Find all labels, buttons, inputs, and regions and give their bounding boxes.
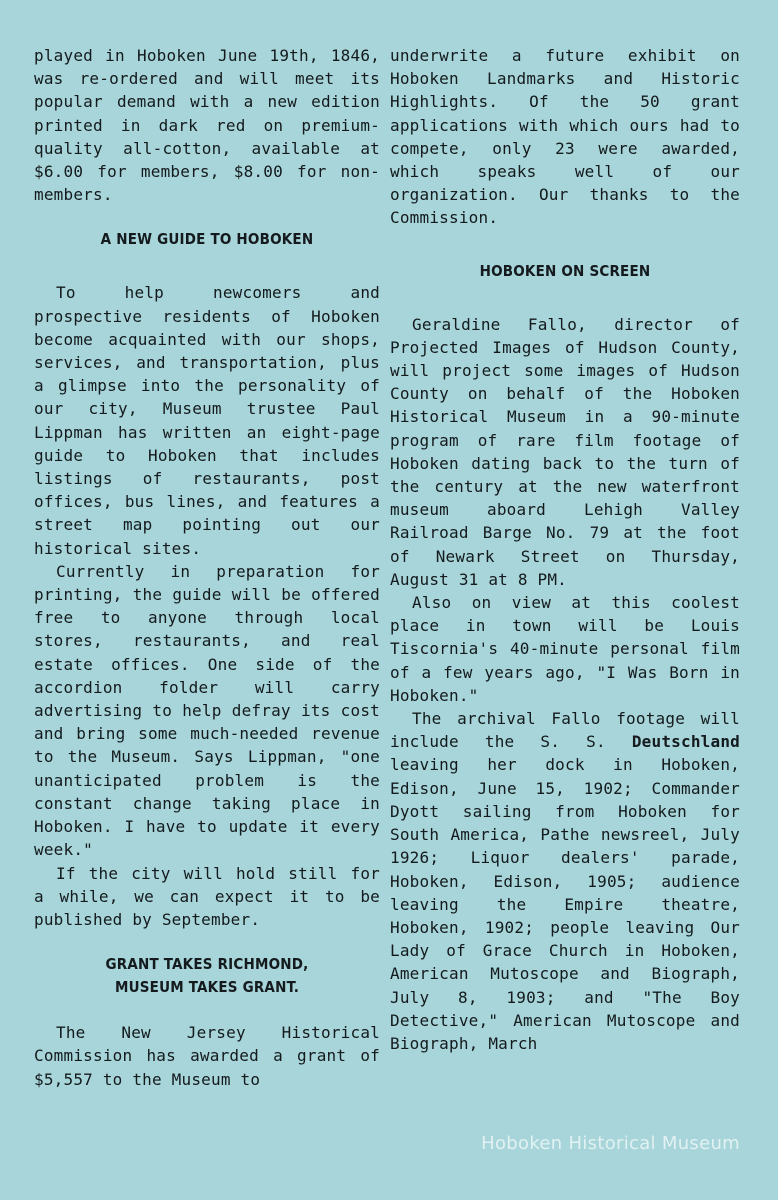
screen-paragraph-3-lead: The archival Fallo footage will include the S. S. bbox=[390, 709, 740, 752]
grant-paragraph-end: underwrite a future exhibit on Hoboken Landmarks and Historic Highlights. Of the 50 grant applications with which ours had to compete, only 23 were awarded, which speaks well of our organization. Our thanks to the Commission. bbox=[390, 46, 740, 228]
left-column bbox=[34, 44, 380, 1091]
guide-paragraph-1: To help newcomers and prospective residents of Hoboken become acquainted with our shops, services, and transportation, plus a glimpse into the personality of our city, Museum trustee Paul Lippman has written an eight-page guide to Hoboken that includes listings of restaurants, post offices, bus lines, and features a street map pointing out our historical sites. bbox=[34, 283, 380, 558]
screen-paragraph-3 bbox=[390, 707, 740, 1055]
heading-grant-line-1: GRANT TAKES RICHMOND, bbox=[105, 955, 309, 974]
screen-paragraph-1: Geraldine Fallo, director of Projected Images of Hudson County, will project some images of Hudson County on behalf of the Hoboken Historical Museum in a 90-minute program of rare film footage of Hoboken dating back to the turn of the century at the new waterfront museum aboard Lehigh Valley Railroad Barge No. 79 at the foot of Newark Street on Thursday, August 31 at 8 PM. bbox=[390, 314, 740, 589]
museum-watermark: Hoboken Historical Museum bbox=[481, 1133, 740, 1154]
right-column bbox=[390, 44, 740, 1055]
heading-grant-line-2: MUSEUM TAKES GRANT. bbox=[114, 978, 300, 997]
screen-paragraph-3-rest: leaving her dock in Hoboken, Edison, June 15, 1902; Commander Dyott sailing from Hoboken for South America, Pathe newsreel, July 1926; Liquor dealers' parade, Hoboken, Edison, 1905; audience leaving the Empire theatre, Hoboken, 1902; people leaving Our Lady of Grace Church in Hoboken, American Mutoscope and Biograph, July 8, 1903; and "The Boy Detective," American Mutoscope and Biograph, March bbox=[390, 755, 740, 1053]
guide-paragraph-2: Currently in preparation for printing, the guide will be offered free to anyone through local stores, restaurants, and real estate offices. One side of the accordion folder will carry advertising to help defray its cost and bring some much-needed revenue to the Museum. Says Lippman, "one unanticipated problem is the constant change taking place in Hoboken. I have to update it every week." bbox=[34, 561, 380, 860]
heading-new-guide: A NEW GUIDE TO HOBOKEN bbox=[100, 230, 314, 249]
ship-name: Deutschland bbox=[631, 732, 740, 752]
guide-paragraph-3: If the city will hold still for a while, we can expect it to be published by September. bbox=[34, 863, 380, 929]
intro-paragraph: played in Hoboken June 19th, 1846, was re-ordered and will meet its popular demand with a new edition printed in dark red on premium-quality all-cotton, available at $6.00 for members, $8.00 for non-members. bbox=[34, 46, 380, 205]
grant-paragraph-start: The New Jersey Historical Commission has awarded a grant of $5,557 to the Museum to bbox=[34, 1023, 380, 1089]
heading-hoboken-on-screen: HOBOKEN ON SCREEN bbox=[479, 261, 651, 280]
screen-paragraph-2: Also on view at this coolest place in town will be Louis Tiscornia's 40-minute personal film of a few years ago, "I Was Born in Hoboken." bbox=[390, 593, 740, 705]
